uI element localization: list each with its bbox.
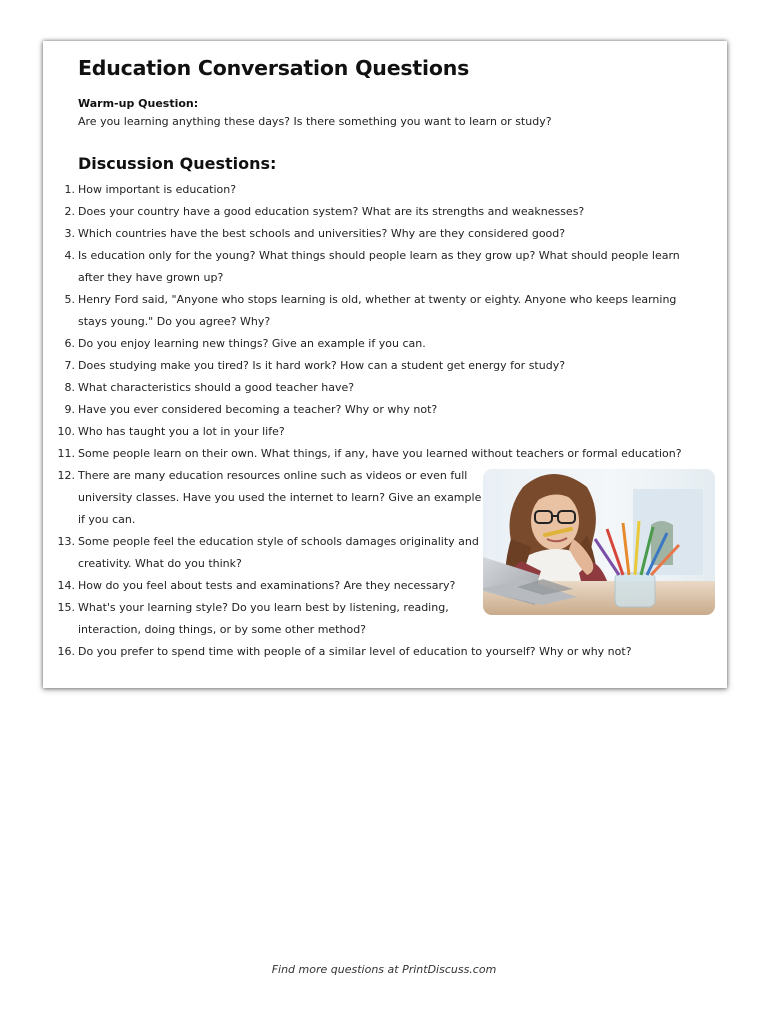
question-text: Some people feel the education style of schools damages originality and creativity. What do you think? bbox=[78, 535, 479, 570]
question-item bbox=[43, 377, 703, 399]
question-number: 1. bbox=[64, 183, 75, 196]
question-text: Do you enjoy learning new things? Give an example if you can. bbox=[78, 337, 426, 350]
question-number: 13. bbox=[57, 535, 75, 548]
footer-link-text: Find more questions at PrintDiscuss.com bbox=[271, 963, 497, 976]
question-item bbox=[43, 575, 483, 597]
question-number: 10. bbox=[57, 425, 75, 438]
question-number: 15. bbox=[57, 601, 75, 614]
question-item bbox=[43, 421, 703, 443]
question-number: 7. bbox=[64, 359, 75, 372]
question-text: Some people learn on their own. What things, if any, have you learned without teachers or formal education? bbox=[78, 447, 682, 460]
page-title: Education Conversation Questions bbox=[78, 56, 470, 80]
question-number: 14. bbox=[57, 579, 75, 592]
question-text: What characteristics should a good teacher have? bbox=[78, 381, 355, 394]
question-number: 12. bbox=[57, 469, 75, 482]
question-item bbox=[43, 399, 703, 421]
warmup-label: Warm-up Question: bbox=[78, 97, 199, 110]
question-text: Do you prefer to spend time with people of a similar level of education to yourself? Why or why not? bbox=[78, 645, 632, 658]
question-text: There are many education resources online such as videos or even full university classes. Have you used the internet to learn? Give an example if you can. bbox=[78, 469, 482, 526]
question-number: 5. bbox=[64, 293, 75, 306]
question-number: 2. bbox=[64, 205, 75, 218]
question-number: 9. bbox=[64, 403, 75, 416]
question-text: Have you ever considered becoming a teacher? Why or why not? bbox=[78, 403, 438, 416]
question-number: 3. bbox=[64, 227, 75, 240]
worksheet-page bbox=[43, 41, 727, 688]
question-item bbox=[43, 355, 703, 377]
question-item bbox=[43, 597, 483, 641]
warmup-question: Are you learning anything these days? Is there something you want to learn or study? bbox=[78, 115, 552, 128]
question-item bbox=[43, 465, 483, 531]
question-number: 6. bbox=[64, 337, 75, 350]
discussion-heading: Discussion Questions: bbox=[78, 154, 277, 173]
question-number: 8. bbox=[64, 381, 75, 394]
question-item bbox=[43, 179, 703, 201]
question-number: 11. bbox=[57, 447, 75, 460]
question-item bbox=[43, 641, 703, 663]
question-item bbox=[43, 531, 483, 575]
question-text: What's your learning style? Do you learn best by listening, reading, interaction, doing things, or by some other method? bbox=[78, 601, 449, 636]
question-number: 16. bbox=[57, 645, 75, 658]
question-item bbox=[43, 223, 703, 245]
question-text: How important is education? bbox=[78, 183, 237, 196]
question-text: Henry Ford said, "Anyone who stops learning is old, whether at twenty or eighty. Anyone who keeps learning stays young." Do you agree? Why? bbox=[78, 293, 677, 328]
question-item bbox=[43, 289, 703, 333]
student-with-laptop-and-pencils-photo bbox=[483, 469, 715, 615]
question-text: Does your country have a good education system? What are its strengths and weaknesses? bbox=[78, 205, 585, 218]
question-text: Does studying make you tired? Is it hard work? How can a student get energy for study? bbox=[78, 359, 566, 372]
question-number: 4. bbox=[64, 249, 75, 262]
question-text: Which countries have the best schools and universities? Why are they considered good? bbox=[78, 227, 566, 240]
question-item bbox=[43, 333, 703, 355]
question-text: How do you feel about tests and examinations? Are they necessary? bbox=[78, 579, 456, 592]
question-text: Who has taught you a lot in your life? bbox=[78, 425, 285, 438]
question-item bbox=[43, 443, 703, 465]
question-item bbox=[43, 245, 703, 289]
question-item bbox=[43, 201, 703, 223]
question-text: Is education only for the young? What things should people learn as they grow up? What should people learn after they have grown up? bbox=[78, 249, 680, 284]
